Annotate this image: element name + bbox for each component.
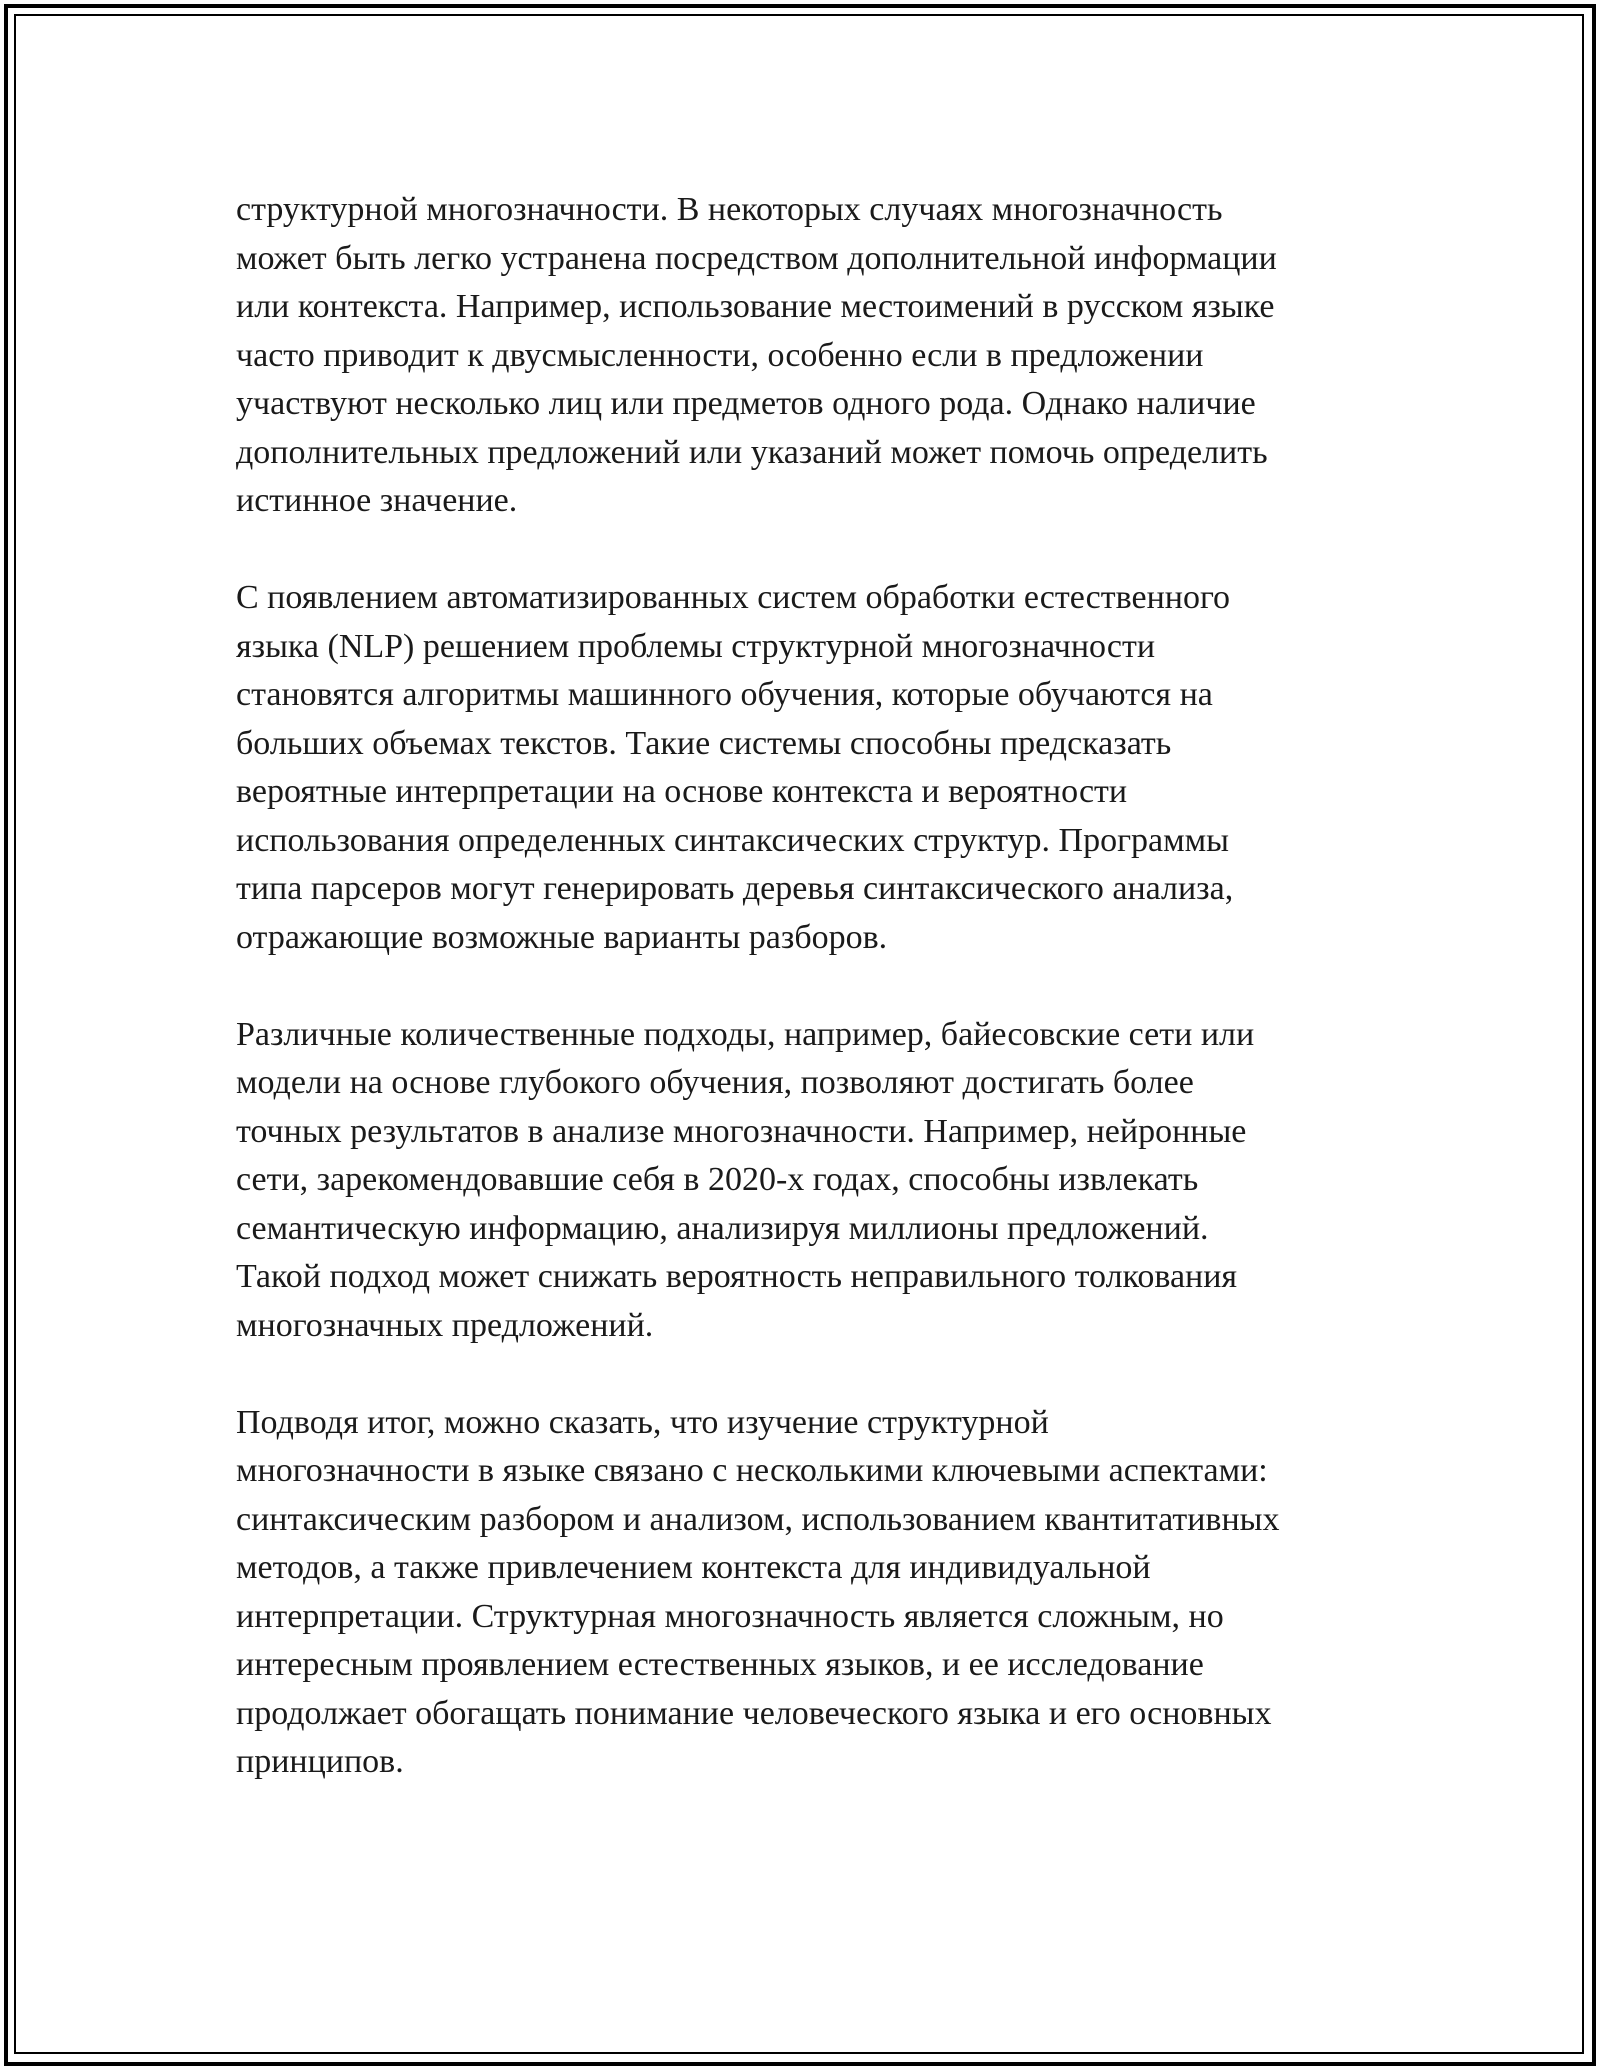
paragraph-4 <box>236 1399 1376 1787</box>
text-line: интересным проявлением естественных языков, и ее исследование <box>236 1646 1204 1683</box>
text-line: многозначных предложений. <box>236 1306 654 1344</box>
text-line: участвуют несколько лиц или предметов одного рода. Однако наличие <box>236 385 1256 422</box>
text-line: С появлением автоматизированных систем обработки естественного <box>236 579 1231 616</box>
text-line: дополнительных предложений или указаний может помочь определить <box>236 433 1268 471</box>
text-line: может быть легко устранена посредством дополнительной информации <box>236 239 1277 277</box>
text-line: многозначности в языке связано с несколькими ключевыми аспектами: <box>236 1452 1268 1489</box>
paragraph-2 <box>236 574 1376 962</box>
text-line: Подводя итог, можно сказать, что изучение структурной <box>236 1403 1049 1441</box>
text-line: больших объемах текстов. Такие системы способны предсказать <box>236 724 1172 762</box>
text-line: или контекста. Например, использование местоимений в русском языке <box>236 288 1275 325</box>
text-line: методов, а также привлечением контекста для индивидуальной <box>236 1549 1151 1586</box>
text-line: использования определенных синтаксических структур. Программы <box>236 821 1229 859</box>
text-line: точных результатов в анализе многозначности. Например, нейронные <box>236 1112 1247 1150</box>
text-line: сети, зарекомендовавшие себя в 2020-х годах, способны извлекать <box>236 1161 1199 1198</box>
text-line: Различные количественные подходы, например, байесовские сети или <box>236 1015 1255 1053</box>
text-line: вероятные интерпретации на основе контекста и вероятности <box>236 773 1128 810</box>
text-line: Такой подход может снижать вероятность неправильного толкования <box>236 1258 1238 1295</box>
text-line: синтаксическим разбором и анализом, использованием квантитативных <box>236 1500 1280 1538</box>
paragraph-3 <box>236 1011 1376 1351</box>
text-line: часто приводит к двусмысленности, особенно если в предложении <box>236 336 1204 374</box>
text-line: структурной многозначности. В некоторых случаях многозначность <box>236 191 1223 228</box>
text-line: языка (NLP) решением проблемы структурной многозначности <box>236 627 1156 665</box>
text-line: продолжает обогащать понимание человеческого языка и его основных <box>236 1694 1272 1732</box>
paragraph-1 <box>236 186 1376 526</box>
text-line: модели на основе глубокого обучения, позволяют достигать более <box>236 1064 1194 1101</box>
text-line: семантическую информацию, анализируя миллионы предложений. <box>236 1209 1209 1247</box>
text-line: становятся алгоритмы машинного обучения, которые обучаются на <box>236 676 1213 713</box>
text-line: интерпретации. Структурная многозначность является сложным, но <box>236 1597 1224 1635</box>
text-line: типа парсеров могут генерировать деревья синтаксического анализа, <box>236 870 1234 907</box>
document-body <box>236 186 1376 1835</box>
text-line: отражающие возможные варианты разборов. <box>236 918 888 956</box>
text-line: истинное значение. <box>236 482 518 519</box>
text-line: принципов. <box>236 1743 404 1780</box>
